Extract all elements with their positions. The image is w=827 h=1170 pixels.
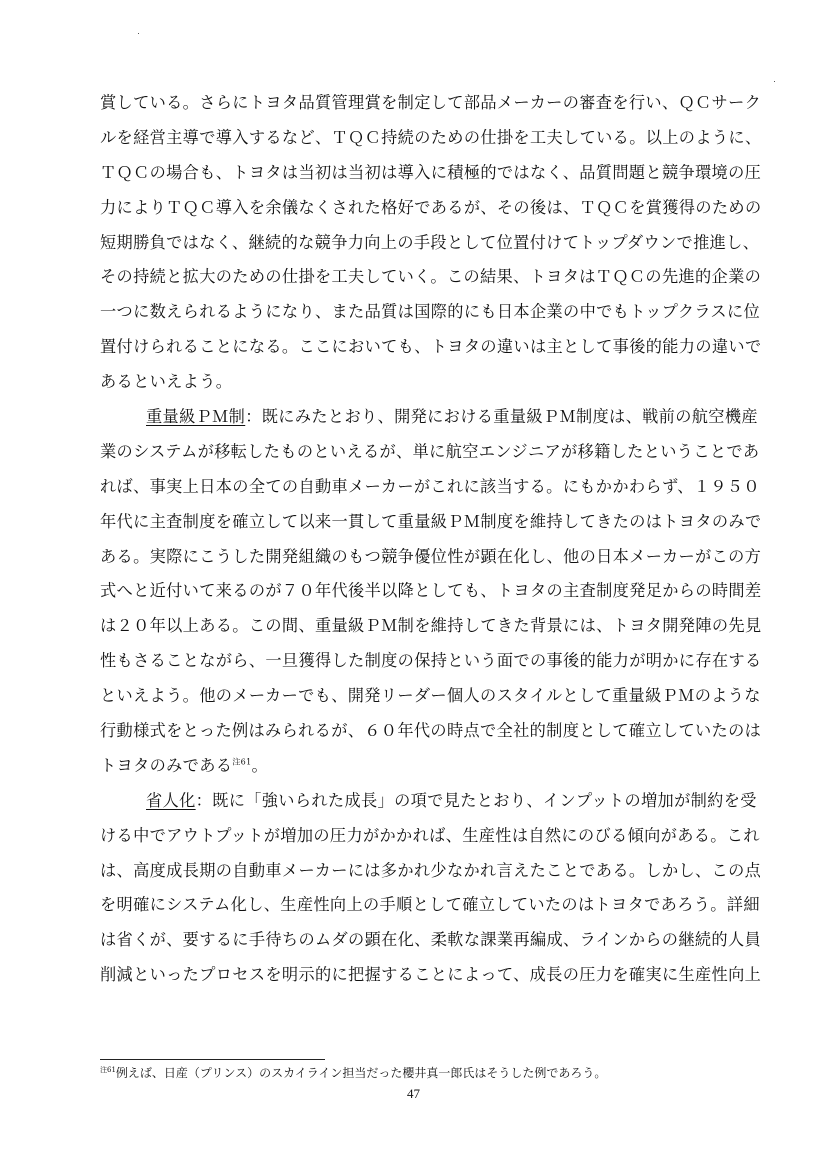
text-line: あるといえよう。 (100, 372, 233, 392)
text-line: 業のシステムが移転したものといえるが、単に航空エンジニアが移籍したということであ (100, 441, 760, 461)
footnote (100, 1064, 776, 1082)
paragraph-start-line (100, 784, 776, 819)
section-heading-labor-saving: 省人化 (146, 790, 196, 810)
text-line: は、高度成長期の自動車メーカーには多かれ少なかれ言えたことである。しかし、この点 (100, 860, 762, 880)
section-heading-heavyweight-pm: 重量級ＰＭ制 (146, 407, 246, 427)
text-line: 置付けられることになる。ここにおいても、トヨタの違いは主として事後的能力の違いで (100, 337, 762, 357)
text-line: 一つに数えられるようになり、また品質は国際的にも日本企業の中でもトップクラスに位 (100, 302, 761, 322)
text-line: 式へと近付いて来るのが７０年代後半以降としても、トヨタの主査制度発足からの時間差 (100, 581, 762, 601)
footnote-text: 例えば、日産（プリンス）のスカイライン担当だった櫻井真一郎氏はそうした例であろう。 (115, 1066, 607, 1080)
text-line: 性もさることながら、一旦獲得した制度の保持という面での事後的能力が明かに存在する (100, 651, 762, 671)
text-span: ：既に「強いられた成長」の項で見たとおり、インプットの増加が制約を受 (195, 790, 757, 810)
text-line (100, 749, 776, 784)
text-line: 年代に主査制度を確立して以来一貫して重量級ＰＭ制度を維持してきたのはトヨタのみで (100, 511, 762, 531)
text-line: れば、事実上日本の全ての自動車メーカーがこれに該当する。にもかかわらず、１９５０ (100, 476, 760, 496)
footnote-divider (100, 1059, 325, 1060)
text-line: その持続と拡大のための仕掛を工夫していく。この結果、トヨタはＴＱＣの先進的企業の (100, 267, 762, 287)
text-line: 削減といったプロセスを明示的に把握することによって、成長の圧力を確実に生産性向上 (100, 965, 762, 985)
text-line: ける中でアウトプットが増加の圧力がかかれば、生産性は自然にのびる傾向がある。これ (100, 825, 760, 845)
text-span: ：既にみたとおり、開発における重量級ＰＭ制度は、戦前の航空機産 (245, 407, 758, 427)
text-line: といえよう。他のメーカーでも、開発リーダー個人のスタイルとして重量級ＰＭのような (100, 686, 761, 706)
text-span: 。 (251, 755, 269, 775)
text-line: 行動様式をとった例はみられるが、６０年代の時点で全社的制度として確立していたのは (100, 721, 762, 741)
text-line: は２０年以上ある。この間、重量級ＰＭ制を維持してきた背景には、トヨタ開発陣の先見 (100, 616, 762, 636)
text-line: は省くが、要するに手待ちのムダの顕在化、柔軟な課業再編成、ラインからの継続的人員 (100, 930, 762, 950)
text-line: 力によりＴＱＣ導入を余儀なくされた格好であるが、その後は、ＴＱＣを賞獲得のための (100, 197, 762, 217)
text-line: を明確にシステム化し、生産性向上の手順として確立していたのはトヨタであろう。詳細 (100, 895, 760, 915)
page-number: 47 (407, 1086, 420, 1101)
text-span: トヨタのみである (100, 755, 233, 775)
text-line: 賞している。さらにトヨタ品質管理賞を制定して部品メーカーの審査を行い、ＱＣサーク (100, 93, 762, 112)
scan-speck (774, 81, 775, 82)
text-line: ある。実際にこうした開発組織のもつ競争優位性が顕在化し、他の日本メーカーがこの方 (100, 546, 762, 566)
footnote-marker: 注61 (100, 1066, 116, 1074)
text-line: ＴＱＣの場合も、トヨタは当初は当初は導入に積極的ではなく、品質問題と競争環境の圧 (100, 162, 762, 182)
text-line: 短期勝負ではなく、継続的な競争力向上の手段として位置付けてトップダウンで推進し、 (100, 232, 760, 252)
body-text (100, 86, 776, 993)
text-line: ルを経営主導で導入するなど、ＴＱＣ持続のための仕掛を工夫している。以上のように、 (100, 127, 762, 147)
paragraph-start-line (100, 400, 776, 435)
footnote-reference: 注61 (232, 757, 252, 767)
scan-speck (138, 33, 139, 34)
